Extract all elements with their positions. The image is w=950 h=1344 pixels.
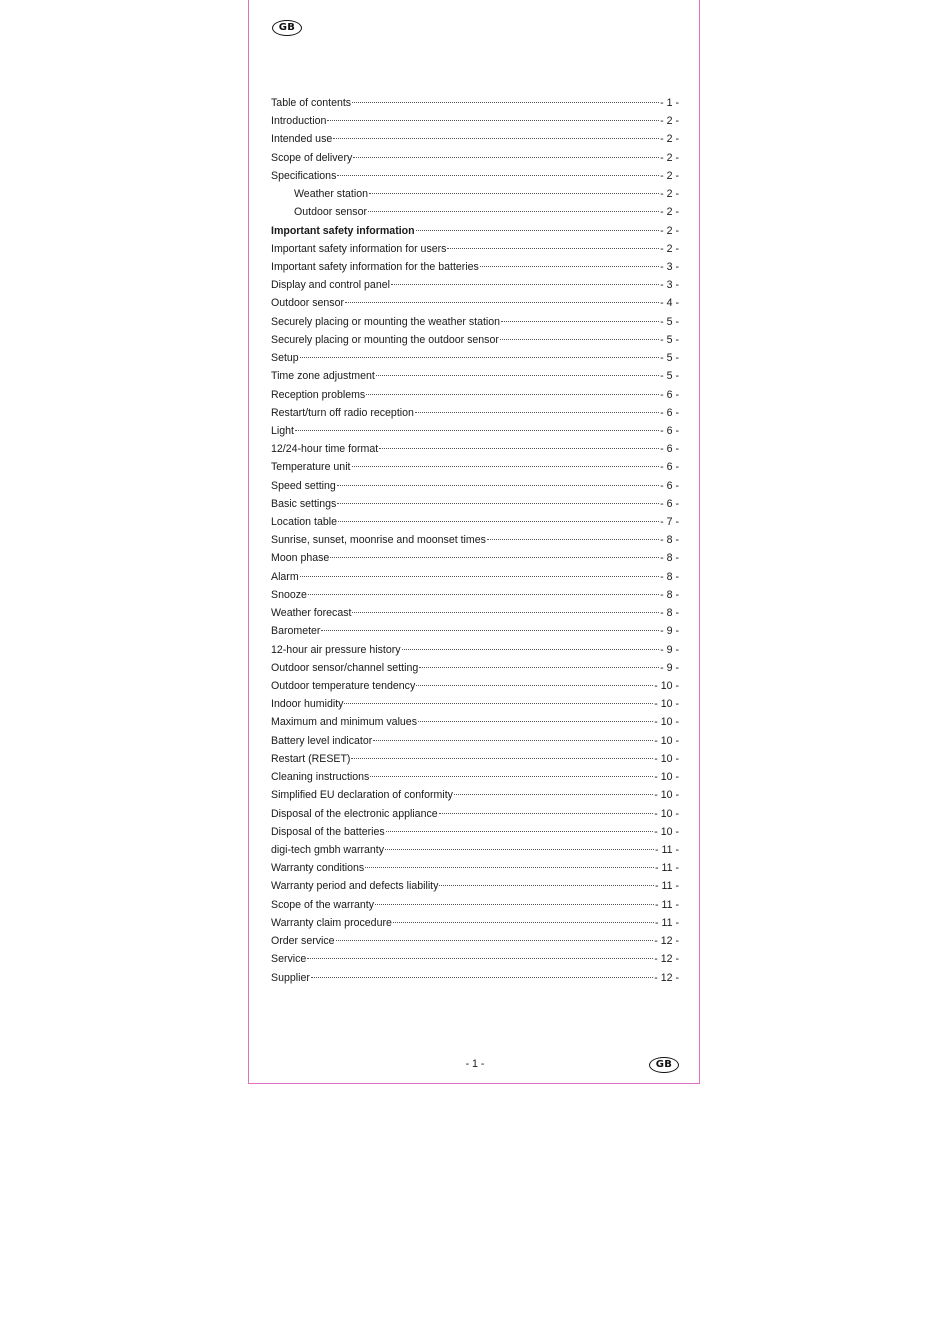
toc-entry[interactable] [271, 458, 679, 476]
toc-entry-title: Supplier [271, 971, 310, 984]
toc-entry[interactable] [271, 732, 679, 750]
toc-entry[interactable] [271, 950, 679, 968]
toc-entry-page: - 2 - [660, 151, 679, 164]
toc-entry-title: Warranty claim procedure [271, 916, 392, 929]
toc-entry-page: - 8 - [660, 607, 679, 620]
toc-entry-page: - 11 - [655, 862, 679, 875]
dot-leader [352, 102, 659, 103]
toc-entry-page: - 11 - [655, 898, 679, 911]
toc-entry-title: Indoor humidity [271, 698, 344, 711]
toc-entry-title: Disposal of the batteries [271, 825, 385, 838]
toc-entry-page: - 10 - [654, 698, 679, 711]
toc-entry-page: - 11 - [655, 880, 679, 893]
toc-entry[interactable] [271, 786, 679, 804]
toc-entry-page: - 9 - [660, 661, 679, 674]
toc-entry-page: - 6 - [660, 443, 679, 456]
toc-entry-page: - 6 - [660, 461, 679, 474]
toc-entry-title: Temperature unit [271, 461, 351, 474]
document-page [248, 0, 700, 1084]
toc-entry[interactable] [271, 294, 679, 312]
toc-entry-title: Outdoor temperature tendency [271, 680, 416, 692]
toc-entry[interactable] [271, 677, 679, 695]
toc-entry[interactable] [271, 222, 679, 240]
toc-entry-title: Battery level indicator [271, 734, 373, 747]
dot-leader [365, 867, 654, 868]
toc-entry[interactable] [271, 367, 679, 385]
toc-entry[interactable] [271, 604, 679, 622]
dot-leader [327, 120, 659, 121]
dot-leader [368, 211, 659, 212]
toc-entry[interactable] [271, 841, 679, 859]
toc-entry-page: - 2 - [660, 115, 679, 128]
dot-leader [321, 630, 659, 631]
dot-leader [311, 977, 653, 978]
toc-entry-title: Reception problems [271, 388, 366, 401]
dot-leader [416, 230, 660, 231]
toc-entry-title: Disposal of the electronic appliance [271, 807, 438, 820]
toc-entry-title: Outdoor sensor/channel setting [271, 661, 419, 674]
dot-leader [352, 466, 660, 467]
toc-entry[interactable] [271, 859, 679, 877]
toc-entry[interactable] [271, 203, 679, 221]
dot-leader [337, 503, 659, 504]
dot-leader [376, 375, 659, 376]
dot-leader [454, 794, 653, 795]
toc-entry-page: - 12 - [654, 935, 679, 948]
gb-language-badge-icon: GB [272, 20, 302, 36]
toc-entry-page: - 2 - [660, 188, 679, 201]
toc-entry-title: Restart/turn off radio reception [271, 406, 414, 419]
toc-entry-page: - 3 - [660, 260, 679, 273]
toc-entry-title: Important safety information [271, 224, 415, 237]
toc-entry[interactable] [271, 276, 679, 294]
toc-entry-title: Moon phase [271, 552, 330, 565]
toc-entry-title: Important safety information for the batteries [271, 260, 479, 273]
toc-entry-page: - 10 - [654, 752, 679, 765]
toc-entry-title: Weather station [294, 188, 369, 201]
dot-leader [500, 339, 659, 340]
toc-entry-page: - 4 - [660, 297, 679, 310]
toc-entry[interactable] [271, 969, 679, 987]
dot-leader [369, 193, 659, 194]
toc-entry[interactable] [271, 386, 679, 404]
toc-entry[interactable] [271, 258, 679, 276]
toc-entry-page: - 6 - [660, 424, 679, 437]
dot-leader [379, 448, 659, 449]
toc-entry-title: Time zone adjustment [271, 370, 375, 383]
toc-entry-page: - 6 - [660, 479, 679, 492]
toc-entry-page: - 10 - [654, 825, 679, 838]
toc-entry-title: 12/24-hour time format [271, 443, 379, 456]
toc-entry-title: 12-hour air pressure history [271, 643, 401, 656]
toc-entry-page: - 5 - [660, 315, 679, 328]
toc-entry[interactable] [271, 568, 679, 586]
toc-entry-page: - 2 - [660, 133, 679, 146]
toc-entry[interactable] [271, 149, 679, 167]
toc-entry-title: Cleaning instructions [271, 771, 370, 784]
dot-leader [386, 831, 654, 832]
toc-entry-title: Restart (RESET) [271, 752, 351, 765]
toc-entry-title: Basic settings [271, 497, 337, 510]
toc-entry[interactable] [271, 823, 679, 841]
toc-entry[interactable] [271, 586, 679, 604]
dot-leader [366, 394, 659, 395]
toc-entry-page: - 5 - [660, 352, 679, 365]
dot-leader [336, 940, 654, 941]
toc-entry-title: Sunrise, sunset, moonrise and moonset times [271, 534, 486, 547]
toc-entry-title: digi-tech gmbh warranty [271, 843, 385, 856]
dot-leader [308, 594, 659, 595]
toc-entry-page: - 10 - [654, 789, 679, 802]
toc-entry-page: - 5 - [660, 370, 679, 383]
dot-leader [480, 266, 659, 267]
toc-entry-title: Alarm [271, 570, 299, 583]
toc-entry-page: - 8 - [660, 570, 679, 583]
toc-entry[interactable] [271, 622, 679, 640]
toc-entry-page: - 6 - [660, 406, 679, 419]
toc-entry-page: - 10 - [654, 807, 679, 820]
toc-entry-page: - 6 - [660, 388, 679, 401]
toc-entry-page: - 2 - [660, 169, 679, 182]
toc-entry-title: Setup [271, 352, 299, 365]
dot-leader [307, 958, 653, 959]
toc-entry-title: Light [271, 424, 294, 437]
toc-entry-title: Speed setting [271, 479, 336, 492]
toc-entry-title: Display and control panel [271, 279, 390, 292]
toc-entry-page: - 8 - [660, 588, 679, 601]
dot-leader [439, 885, 654, 886]
dot-leader [439, 813, 654, 814]
toc-entry-page: - 10 - [654, 716, 679, 729]
toc-entry[interactable] [271, 349, 679, 367]
toc-entry[interactable] [271, 713, 679, 731]
toc-entry[interactable] [271, 240, 679, 258]
gb-language-badge-icon: GB [649, 1057, 679, 1073]
dot-leader [337, 175, 659, 176]
toc-entry-title: Important safety information for users [271, 242, 447, 255]
toc-entry[interactable] [271, 877, 679, 895]
dot-leader [447, 248, 659, 249]
dot-leader [337, 485, 659, 486]
toc-entry-page: - 12 - [654, 971, 679, 984]
toc-entry[interactable] [271, 768, 679, 786]
toc-entry[interactable] [271, 495, 679, 513]
toc-entry[interactable] [271, 440, 679, 458]
toc-entry-page: - 5 - [660, 333, 679, 346]
toc-entry-page: - 8 - [660, 552, 679, 565]
toc-entry[interactable] [271, 695, 679, 713]
toc-entry-page: - 10 - [654, 771, 679, 784]
toc-entry[interactable] [271, 549, 679, 567]
table-of-contents [271, 94, 679, 987]
dot-leader [416, 685, 653, 686]
toc-entry-page: - 2 - [660, 242, 679, 255]
dot-leader [344, 703, 653, 704]
toc-entry-title: Weather forecast [271, 607, 352, 620]
dot-leader [415, 412, 659, 413]
dot-leader [402, 649, 660, 650]
toc-entry-page: - 7 - [660, 516, 679, 529]
toc-entry-page: - 12 - [654, 953, 679, 966]
toc-entry-page: - 9 - [660, 643, 679, 656]
dot-leader [419, 667, 659, 668]
toc-entry[interactable] [271, 659, 679, 677]
toc-entry[interactable] [271, 313, 679, 331]
dot-leader [351, 758, 653, 759]
toc-entry[interactable] [271, 641, 679, 659]
toc-entry-page: - 10 - [654, 680, 679, 692]
toc-entry-page: - 1 - [660, 97, 679, 109]
toc-entry-title: Simplified EU declaration of conformity [271, 789, 453, 802]
toc-entry[interactable] [271, 513, 679, 531]
toc-entry-title: Table of contents [271, 97, 352, 109]
toc-entry-title: Outdoor sensor [271, 297, 345, 310]
toc-entry-page: - 11 - [655, 843, 679, 856]
dot-leader [375, 904, 654, 905]
toc-entry-title: Order service [271, 935, 335, 948]
toc-entry-page: - 8 - [660, 534, 679, 547]
dot-leader [300, 576, 659, 577]
toc-entry-title: Securely placing or mounting the weather station [271, 315, 501, 328]
dot-leader [345, 302, 659, 303]
toc-entry-title: Introduction [271, 115, 327, 128]
toc-entry-title: Outdoor sensor [294, 206, 368, 219]
toc-entry-page: - 2 - [660, 224, 679, 237]
toc-entry[interactable] [271, 932, 679, 950]
toc-entry-page: - 9 - [660, 625, 679, 638]
toc-entry-title: Maximum and minimum values [271, 716, 418, 729]
dot-leader [418, 721, 653, 722]
toc-entry-title: Specifications [271, 169, 337, 182]
toc-entry-page: - 3 - [660, 279, 679, 292]
toc-entry-page: - 6 - [660, 497, 679, 510]
toc-entry[interactable] [271, 422, 679, 440]
dot-leader [391, 284, 659, 285]
dot-leader [295, 430, 659, 431]
toc-entry-title: Barometer [271, 625, 321, 638]
toc-entry[interactable] [271, 112, 679, 130]
dot-leader [501, 321, 659, 322]
dot-leader [385, 849, 654, 850]
toc-entry-title: Scope of the warranty [271, 898, 375, 911]
dot-leader [393, 922, 654, 923]
dot-leader [338, 521, 659, 522]
toc-entry[interactable] [271, 167, 679, 185]
toc-entry-title: Scope of delivery [271, 151, 353, 164]
toc-entry[interactable] [271, 805, 679, 823]
toc-entry[interactable] [271, 331, 679, 349]
toc-entry[interactable] [271, 750, 679, 768]
toc-entry[interactable] [271, 914, 679, 932]
dot-leader [353, 157, 659, 158]
toc-entry-title: Service [271, 953, 307, 966]
dot-leader [300, 357, 659, 358]
toc-entry-title: Snooze [271, 588, 307, 601]
toc-entry[interactable] [271, 896, 679, 914]
dot-leader [370, 776, 653, 777]
toc-entry[interactable] [271, 531, 679, 549]
dot-leader [333, 138, 659, 139]
page-number: - 1 - [465, 1058, 485, 1070]
toc-entry-page: - 11 - [655, 916, 679, 929]
dot-leader [352, 612, 659, 613]
toc-entry-page: - 10 - [654, 734, 679, 747]
dot-leader [487, 539, 659, 540]
toc-entry-title: Intended use [271, 133, 333, 146]
toc-entry[interactable] [271, 404, 679, 422]
toc-entry[interactable] [271, 477, 679, 495]
toc-entry[interactable] [271, 130, 679, 148]
dot-leader [330, 557, 659, 558]
dot-leader [373, 740, 653, 741]
toc-entry[interactable] [271, 185, 679, 203]
toc-entry-page: - 2 - [660, 206, 679, 219]
toc-entry-title: Location table [271, 516, 337, 529]
toc-entry-title: Securely placing or mounting the outdoor sensor [271, 333, 499, 346]
toc-entry-title: Warranty conditions [271, 862, 365, 875]
toc-entry[interactable] [271, 94, 679, 112]
toc-entry-title: Warranty period and defects liability [271, 880, 439, 893]
